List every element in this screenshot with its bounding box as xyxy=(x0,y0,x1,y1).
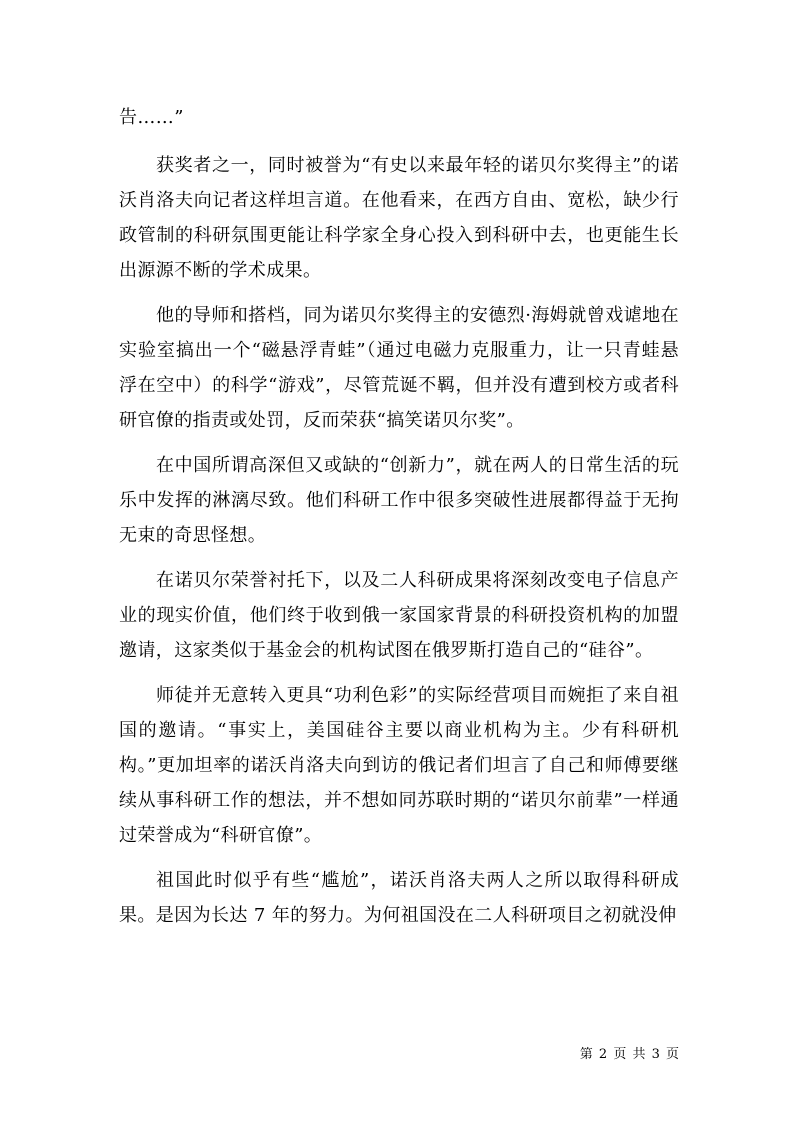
paragraph-continuation: 告……” xyxy=(119,107,184,128)
paragraph: 在诺贝尔荣誉衬托下，以及二人科研成果将深刻改变电子信息产业的现实价值，他们终于收到俄一家国家背景的科研投资机构的加盟邀请，这家类似于基金会的机构试图在俄罗斯打造自己的“硅谷”。 xyxy=(119,570,679,661)
page-number-footer: 第 2 页 共 3 页 xyxy=(579,1047,680,1062)
paragraph: 在中国所谓高深但又或缺的“创新力”，就在两人的日常生活的玩乐中发挥的淋漓尽致。他们科研工作中很多突破性进展都得益于无拘无束的奇思怪想。 xyxy=(119,455,679,546)
paragraph: 师徒并无意转入更具“功利色彩”的实际经营项目而婉拒了来自祖国的邀请。“事实上，美国硅谷主要以商业机构为主。少有科研机构。”更加坦率的诺沃肖洛夫向到访的俄记者们坦言了自己和师傅要继续从事科研工作的想法，并不想如同苏联时期的“诺贝尔前辈”一样通过荣誉成为“科研官僚”。 xyxy=(119,685,679,846)
document-body xyxy=(119,100,679,943)
paragraph: 获奖者之一，同时被誉为“有史以来最年轻的诺贝尔奖得主”的诺沃肖洛夫向记者这样坦言道。在他看来，在西方自由、宽松，缺少行政管制的科研氛围更能让科学家全身心投入到科研中去，也更能生长出源源不断的学术成果。 xyxy=(119,155,679,281)
paragraph: 祖国此时似乎有些“尴尬”，诺沃肖洛夫两人之所以取得科研成果。是因为长达 7 年的努力。为何祖国没在二人科研项目之初就没伸 xyxy=(119,870,679,926)
paragraph: 他的导师和搭档，同为诺贝尔奖得主的安德烈·海姆就曾戏谑地在实验室搞出一个“磁悬浮青蛙”（通过电磁力克服重力，让一只青蛙悬浮在空中）的科学“游戏”，尽管荒诞不羁，但并没有遭到校方或者科研官僚的指责或处罚，反而荣获“搞笑诺贝尔奖”。 xyxy=(119,305,679,431)
